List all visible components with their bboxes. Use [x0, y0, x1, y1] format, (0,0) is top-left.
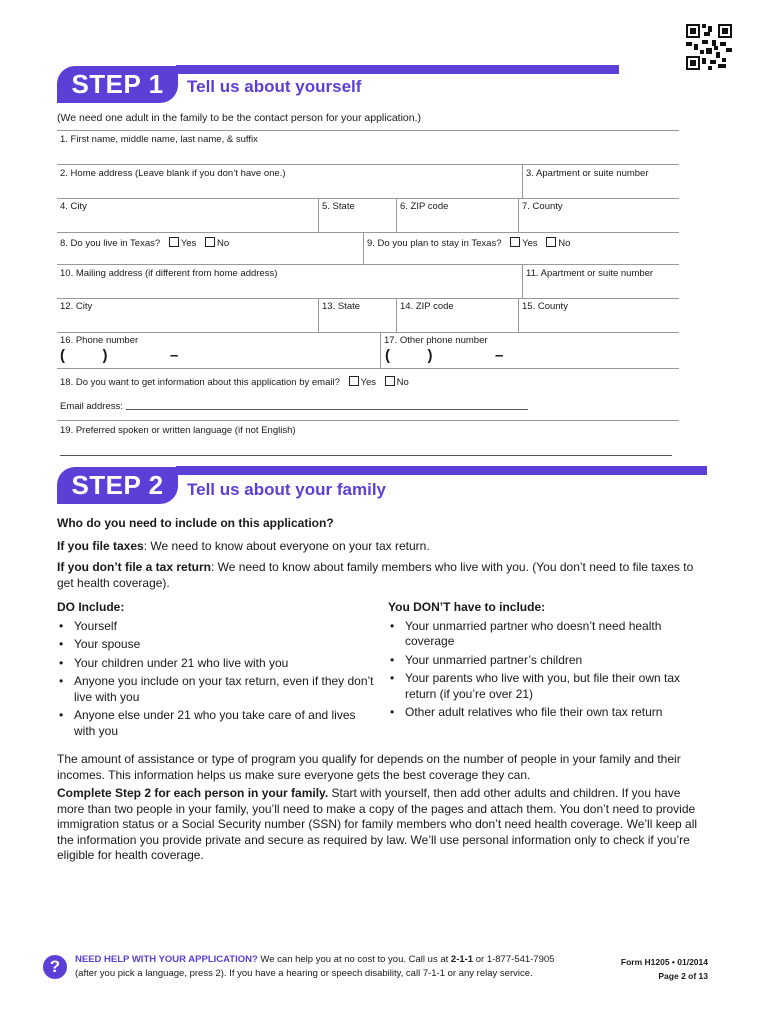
email-yes-checkbox[interactable]: [349, 376, 359, 386]
step1-bar: [176, 65, 619, 74]
page-number: Page 2 of 13: [658, 971, 708, 981]
live-in-texas-no-checkbox[interactable]: [205, 237, 215, 247]
email-address-field[interactable]: [126, 409, 528, 410]
stay-in-texas-question: [367, 237, 570, 249]
mailing-apartment-field[interactable]: 11. Apartment or suite number: [526, 268, 654, 279]
home-address-field[interactable]: 2. Home address (Leave blank if you don’t have one.): [60, 168, 286, 179]
list-item: • Your unmarried partner’s children: [388, 653, 698, 669]
step2-title: Tell us about your family: [187, 480, 386, 499]
step1-note: (We need one adult in the family to be the contact person for your application.): [57, 112, 422, 124]
tax-file-text: : We need to know about everyone on your tax return.: [143, 539, 430, 553]
step2-badge: STEP 2: [57, 467, 178, 504]
phone-number-label: 16. Phone number: [60, 335, 139, 346]
mailing-county-field[interactable]: 15. County: [522, 301, 568, 312]
phone-number-field[interactable]: ( ) –: [60, 347, 179, 364]
help-text: [75, 953, 615, 981]
zip-field[interactable]: 6. ZIP code: [400, 201, 449, 212]
mailing-state-field[interactable]: 13. State: [322, 301, 361, 312]
list-item: • Other adult relatives who file their own tax return: [388, 705, 698, 721]
tax-file-paragraph: [57, 539, 707, 555]
tax-file-lead: If you file taxes: [57, 539, 144, 553]
language-label: 19. Preferred spoken or written language (if not English): [60, 425, 296, 436]
email-question-label: 18. Do you want to get information about this application by email?: [60, 377, 340, 388]
step2-question: Who do you need to include on this application?: [57, 516, 334, 530]
live-in-texas-question: [60, 237, 229, 249]
list-item: • Your children under 21 who live with you: [57, 656, 375, 672]
help-icon: ?: [43, 955, 67, 979]
email-address-label: Email address:: [60, 401, 123, 412]
yes-label: Yes: [360, 377, 377, 388]
list-item: • Your unmarried partner who doesn’t need health coverage: [388, 619, 698, 650]
list-item: • Anyone you include on your tax return, even if they don’t live with you: [57, 674, 375, 705]
no-label: No: [558, 238, 571, 249]
no-label: No: [396, 377, 409, 388]
stay-in-texas-no-checkbox[interactable]: [546, 237, 556, 247]
email-no-checkbox[interactable]: [385, 376, 395, 386]
dont-include-heading: You DON’T have to include:: [388, 600, 546, 614]
help-text-1: We can help you at no cost to you. Call us at: [257, 954, 451, 965]
help-line-2: (after you pick a language, press 2). If you have a hearing or speech disability, call 7-1-1 or any relay service.: [75, 968, 533, 979]
tax-nofile-text: : We need to know about family members who live with you. (You don’t need to file taxes to get health coverage).: [57, 560, 694, 590]
help-line-1: [75, 953, 615, 967]
mailing-city-field[interactable]: 12. City: [60, 301, 93, 312]
first-name-field[interactable]: 1. First name, middle name, last name, & suffix: [60, 134, 258, 145]
stay-in-texas-label: 9. Do you plan to stay in Texas?: [367, 238, 502, 249]
step2-bar: [176, 466, 707, 475]
assistance-paragraph: The amount of assistance or type of program you qualify for depends on the number of people in your family and their incomes. This information helps us make sure everyone gets the best coverage they can.: [57, 752, 681, 782]
help-number[interactable]: 2-1-1: [450, 954, 474, 965]
no-label: No: [216, 238, 230, 249]
list-item: • Your parents who live with you, but file their own tax return (if you’re over 21): [388, 671, 698, 702]
list-item: • Your spouse: [57, 637, 375, 653]
live-in-texas-yes-checkbox[interactable]: [169, 237, 179, 247]
list-item: • Yourself: [57, 619, 375, 635]
complete-step2-lead: Complete Step 2 for each person in your family.: [57, 786, 329, 800]
yes-label: Yes: [180, 238, 197, 249]
form-number: Form H1205 • 01/2014: [620, 957, 708, 967]
step1-badge: STEP 1: [57, 66, 178, 103]
apartment-field[interactable]: 3. Apartment or suite number: [526, 168, 649, 179]
dont-include-column: [388, 600, 698, 724]
help-lead: NEED HELP WITH YOUR APPLICATION?: [75, 954, 258, 965]
other-phone-field[interactable]: ( ) –: [385, 347, 504, 364]
city-field[interactable]: 4. City: [60, 201, 87, 212]
county-field[interactable]: 7. County: [522, 201, 563, 212]
mailing-zip-field[interactable]: 14. ZIP code: [400, 301, 454, 312]
tax-nofile-paragraph: [57, 560, 707, 591]
language-field[interactable]: [60, 455, 672, 456]
live-in-texas-label: 8. Do you live in Texas?: [60, 238, 161, 249]
other-phone-label: 17. Other phone number: [384, 335, 488, 346]
stay-in-texas-yes-checkbox[interactable]: [510, 237, 520, 247]
mailing-address-field[interactable]: 10. Mailing address (if different from home address): [60, 268, 278, 279]
tax-nofile-lead: If you don’t file a tax return: [57, 560, 212, 574]
help-text-2: or 1-877-541-7905: [473, 954, 555, 965]
qr-code: [686, 24, 732, 70]
state-field[interactable]: 5. State: [322, 201, 355, 212]
do-include-column: [57, 600, 375, 742]
form-info: [580, 955, 708, 983]
yes-label: Yes: [522, 238, 538, 249]
complete-step2-text: Start with yourself, then add other adults and children. If you have more than two people in your family, you’ll need to make a copy of the pages and attach them. You don’t need to provide immigration status or a Social Security number (SSN) for family members who don’t need health coverage. We’ll keep all the information you provide private and secure as required by law. We’ll use personal information only to check if you’re eligible for health coverage.: [57, 786, 698, 862]
step1-title: Tell us about yourself: [187, 77, 362, 96]
do-include-heading: DO Include:: [57, 600, 125, 614]
email-question: [60, 376, 409, 388]
list-item: • Anyone else under 21 who you take care of and lives with you: [57, 708, 375, 739]
complete-step2-paragraph: [57, 786, 707, 864]
